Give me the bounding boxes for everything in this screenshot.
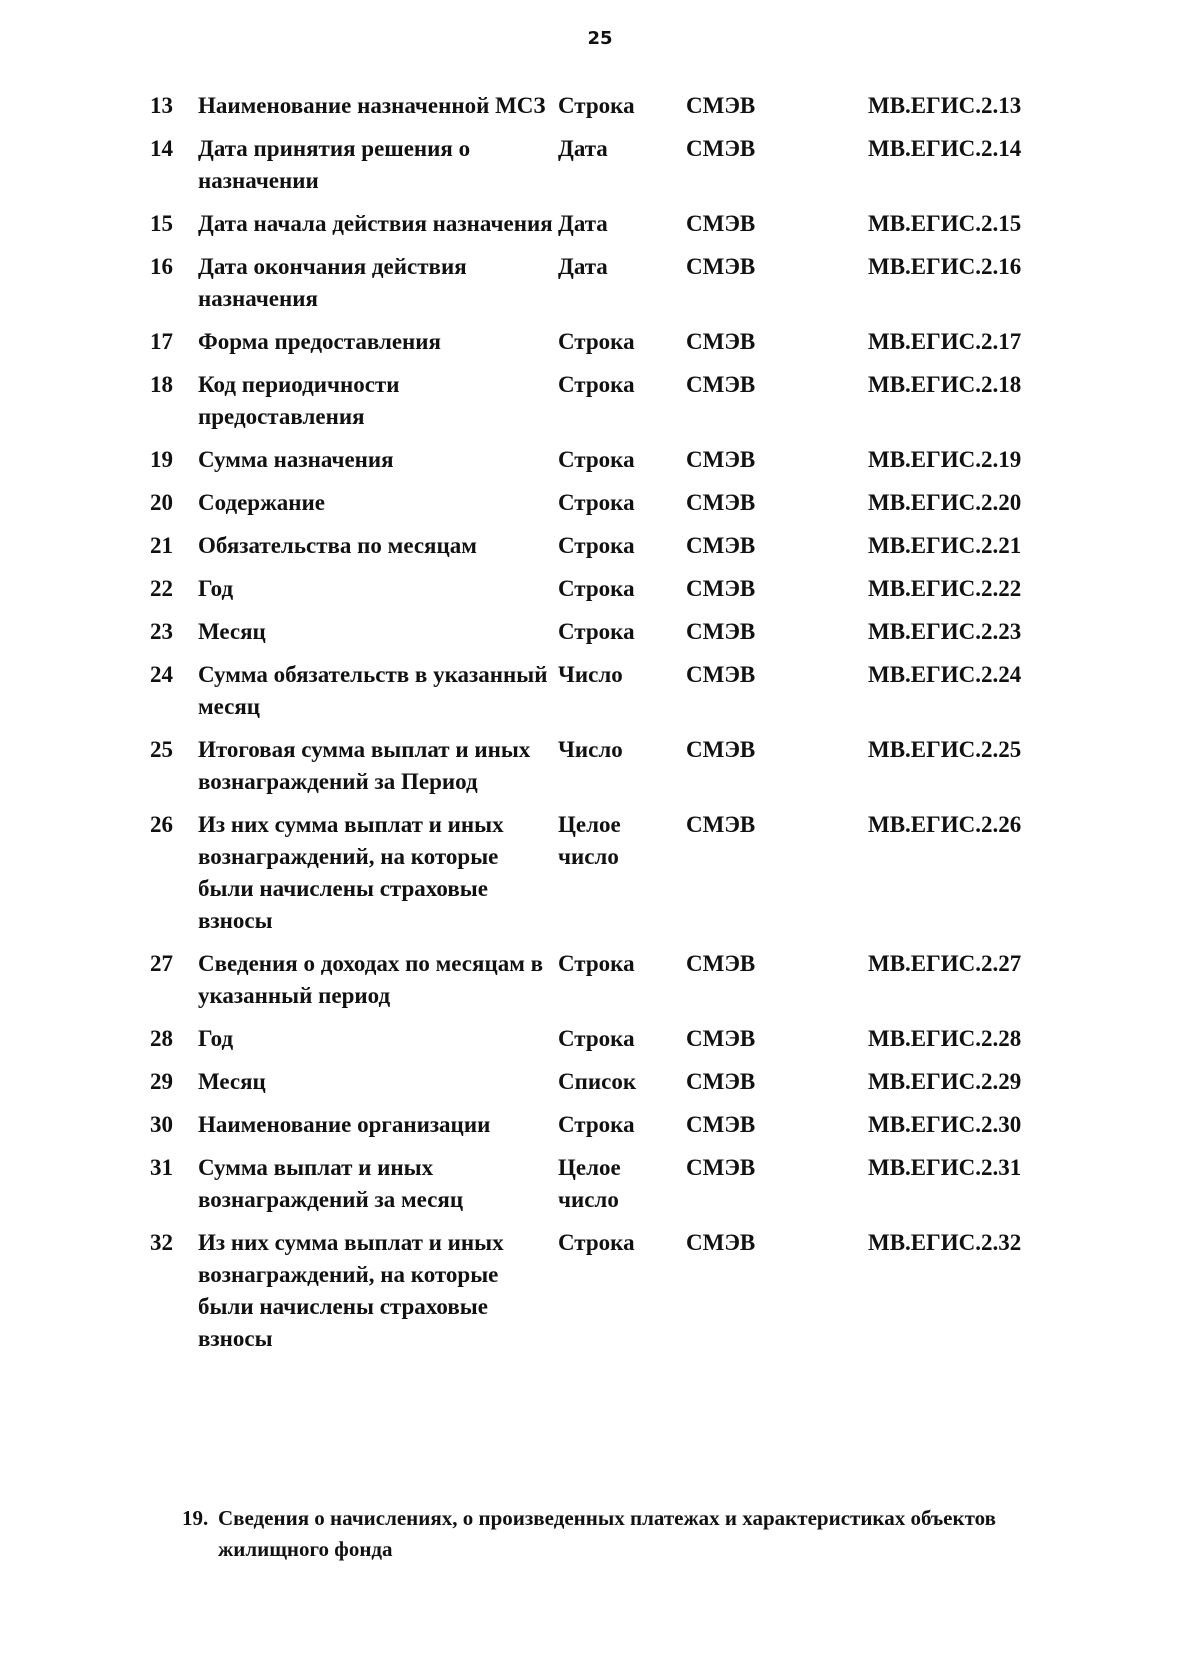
row-name: Сумма обязательств в указанный месяц bbox=[198, 662, 548, 719]
row-name: Сумма выплат и иных вознаграждений за месяц bbox=[198, 1155, 464, 1212]
row-name: Дата принятия решения о назначении bbox=[198, 136, 471, 193]
row-code: МВ.ЕГИС.2.20 bbox=[868, 490, 1022, 515]
row-type: Строка bbox=[558, 951, 635, 976]
row-type: Целое число bbox=[558, 812, 621, 869]
row-source: СМЭВ bbox=[686, 447, 756, 472]
row-name: Дата окончания действия назначения bbox=[198, 254, 467, 311]
row-source: СМЭВ bbox=[686, 533, 756, 558]
page-number: 25 bbox=[587, 28, 613, 49]
row-code: МВ.ЕГИС.2.24 bbox=[868, 662, 1022, 687]
attributes-table bbox=[150, 90, 1090, 1366]
row-number: 30 bbox=[150, 1112, 173, 1137]
row-number: 24 bbox=[150, 662, 173, 687]
row-number: 13 bbox=[150, 93, 173, 118]
row-source: СМЭВ bbox=[686, 737, 756, 762]
row-type: Строка bbox=[558, 447, 635, 472]
row-source: СМЭВ bbox=[686, 619, 756, 644]
row-name: Дата начала действия назначения bbox=[198, 211, 553, 236]
row-number: 21 bbox=[150, 533, 173, 558]
row-code: МВ.ЕГИС.2.18 bbox=[868, 372, 1022, 397]
table-row bbox=[150, 444, 1090, 476]
row-number: 22 bbox=[150, 576, 173, 601]
row-type: Список bbox=[558, 1069, 637, 1094]
row-number: 25 bbox=[150, 737, 173, 762]
row-type: Дата bbox=[558, 211, 608, 236]
table-row bbox=[150, 369, 1090, 433]
row-type: Число bbox=[558, 662, 623, 687]
table-row bbox=[150, 90, 1090, 122]
table-row bbox=[150, 326, 1090, 358]
row-number: 14 bbox=[150, 136, 173, 161]
row-type: Строка bbox=[558, 576, 635, 601]
row-type: Целое число bbox=[558, 1155, 621, 1212]
table-row bbox=[150, 1152, 1090, 1216]
section-title: Сведения о начислениях, о произведенных платежах и характеристиках объектов жилищного фонда bbox=[218, 1506, 996, 1561]
row-name: Месяц bbox=[198, 1069, 266, 1094]
row-type: Дата bbox=[558, 254, 608, 279]
row-source: СМЭВ bbox=[686, 490, 756, 515]
row-code: МВ.ЕГИС.2.29 bbox=[868, 1069, 1022, 1094]
table-row bbox=[150, 616, 1090, 648]
table-row bbox=[150, 809, 1090, 937]
row-source: СМЭВ bbox=[686, 329, 756, 354]
row-name: Сведения о доходах по месяцам в указанный период bbox=[198, 951, 544, 1008]
table-row bbox=[150, 487, 1090, 519]
table-row bbox=[150, 530, 1090, 562]
row-source: СМЭВ bbox=[686, 1026, 756, 1051]
row-code: МВ.ЕГИС.2.26 bbox=[868, 812, 1022, 837]
row-code: МВ.ЕГИС.2.23 bbox=[868, 619, 1022, 644]
row-number: 15 bbox=[150, 211, 173, 236]
row-source: СМЭВ bbox=[686, 136, 756, 161]
row-type: Строка bbox=[558, 1230, 635, 1255]
row-code: МВ.ЕГИС.2.19 bbox=[868, 447, 1022, 472]
row-code: МВ.ЕГИС.2.32 bbox=[868, 1230, 1022, 1255]
row-name: Наименование назначенной МСЗ bbox=[198, 93, 546, 118]
section-heading bbox=[182, 1503, 1082, 1565]
row-name: Месяц bbox=[198, 619, 266, 644]
row-source: СМЭВ bbox=[686, 211, 756, 236]
row-type: Число bbox=[558, 737, 623, 762]
row-name: Наименование организации bbox=[198, 1112, 491, 1137]
row-name: Год bbox=[198, 1026, 234, 1051]
table-row bbox=[150, 208, 1090, 240]
row-number: 19 bbox=[150, 447, 173, 472]
table-row bbox=[150, 1023, 1090, 1055]
row-type: Строка bbox=[558, 619, 635, 644]
row-code: МВ.ЕГИС.2.16 bbox=[868, 254, 1022, 279]
row-source: СМЭВ bbox=[686, 576, 756, 601]
row-name: Сумма назначения bbox=[198, 447, 394, 472]
table-row bbox=[150, 1227, 1090, 1355]
table-row bbox=[150, 659, 1090, 723]
row-type: Строка bbox=[558, 372, 635, 397]
table-row bbox=[150, 133, 1090, 197]
row-number: 20 bbox=[150, 490, 173, 515]
row-number: 27 bbox=[150, 951, 173, 976]
row-number: 23 bbox=[150, 619, 173, 644]
row-name: Форма предоставления bbox=[198, 329, 442, 354]
row-code: МВ.ЕГИС.2.25 bbox=[868, 737, 1022, 762]
row-source: СМЭВ bbox=[686, 93, 756, 118]
row-source: СМЭВ bbox=[686, 1112, 756, 1137]
row-type: Строка bbox=[558, 93, 635, 118]
row-number: 16 bbox=[150, 254, 173, 279]
table-row bbox=[150, 573, 1090, 605]
table-row bbox=[150, 1066, 1090, 1098]
row-source: СМЭВ bbox=[686, 1069, 756, 1094]
row-code: МВ.ЕГИС.2.13 bbox=[868, 93, 1022, 118]
row-name: Год bbox=[198, 576, 234, 601]
row-code: МВ.ЕГИС.2.14 bbox=[868, 136, 1022, 161]
row-number: 29 bbox=[150, 1069, 173, 1094]
row-source: СМЭВ bbox=[686, 662, 756, 687]
row-code: МВ.ЕГИС.2.27 bbox=[868, 951, 1022, 976]
row-source: СМЭВ bbox=[686, 254, 756, 279]
section-number: 19. bbox=[182, 1506, 209, 1530]
row-source: СМЭВ bbox=[686, 372, 756, 397]
row-number: 31 bbox=[150, 1155, 173, 1180]
row-code: МВ.ЕГИС.2.15 bbox=[868, 211, 1022, 236]
row-name: Содержание bbox=[198, 490, 325, 515]
row-code: МВ.ЕГИС.2.30 bbox=[868, 1112, 1022, 1137]
row-name: Код периодичности предоставления bbox=[198, 372, 400, 429]
row-type: Дата bbox=[558, 136, 608, 161]
row-code: МВ.ЕГИС.2.22 bbox=[868, 576, 1022, 601]
row-type: Строка bbox=[558, 490, 635, 515]
row-number: 26 bbox=[150, 812, 173, 837]
row-name: Из них сумма выплат и иных вознаграждений, на которые были начислены страховые взносы bbox=[198, 812, 504, 933]
row-source: СМЭВ bbox=[686, 1230, 756, 1255]
row-type: Строка bbox=[558, 1112, 635, 1137]
row-type: Строка bbox=[558, 1026, 635, 1051]
row-name: Обязательства по месяцам bbox=[198, 533, 477, 558]
table-row bbox=[150, 948, 1090, 1012]
row-name: Из них сумма выплат и иных вознаграждений, на которые были начислены страховые взносы bbox=[198, 1230, 504, 1351]
table-row bbox=[150, 1109, 1090, 1141]
row-code: МВ.ЕГИС.2.17 bbox=[868, 329, 1022, 354]
row-type: Строка bbox=[558, 329, 635, 354]
row-number: 32 bbox=[150, 1230, 173, 1255]
row-number: 18 bbox=[150, 372, 173, 397]
row-code: МВ.ЕГИС.2.21 bbox=[868, 533, 1022, 558]
row-type: Строка bbox=[558, 533, 635, 558]
table-row bbox=[150, 251, 1090, 315]
row-number: 17 bbox=[150, 329, 173, 354]
table-row bbox=[150, 734, 1090, 798]
row-source: СМЭВ bbox=[686, 951, 756, 976]
row-code: МВ.ЕГИС.2.31 bbox=[868, 1155, 1022, 1180]
row-name: Итоговая сумма выплат и иных вознаграждений за Период bbox=[198, 737, 531, 794]
row-source: СМЭВ bbox=[686, 1155, 756, 1180]
row-code: МВ.ЕГИС.2.28 bbox=[868, 1026, 1022, 1051]
row-number: 28 bbox=[150, 1026, 173, 1051]
row-source: СМЭВ bbox=[686, 812, 756, 837]
